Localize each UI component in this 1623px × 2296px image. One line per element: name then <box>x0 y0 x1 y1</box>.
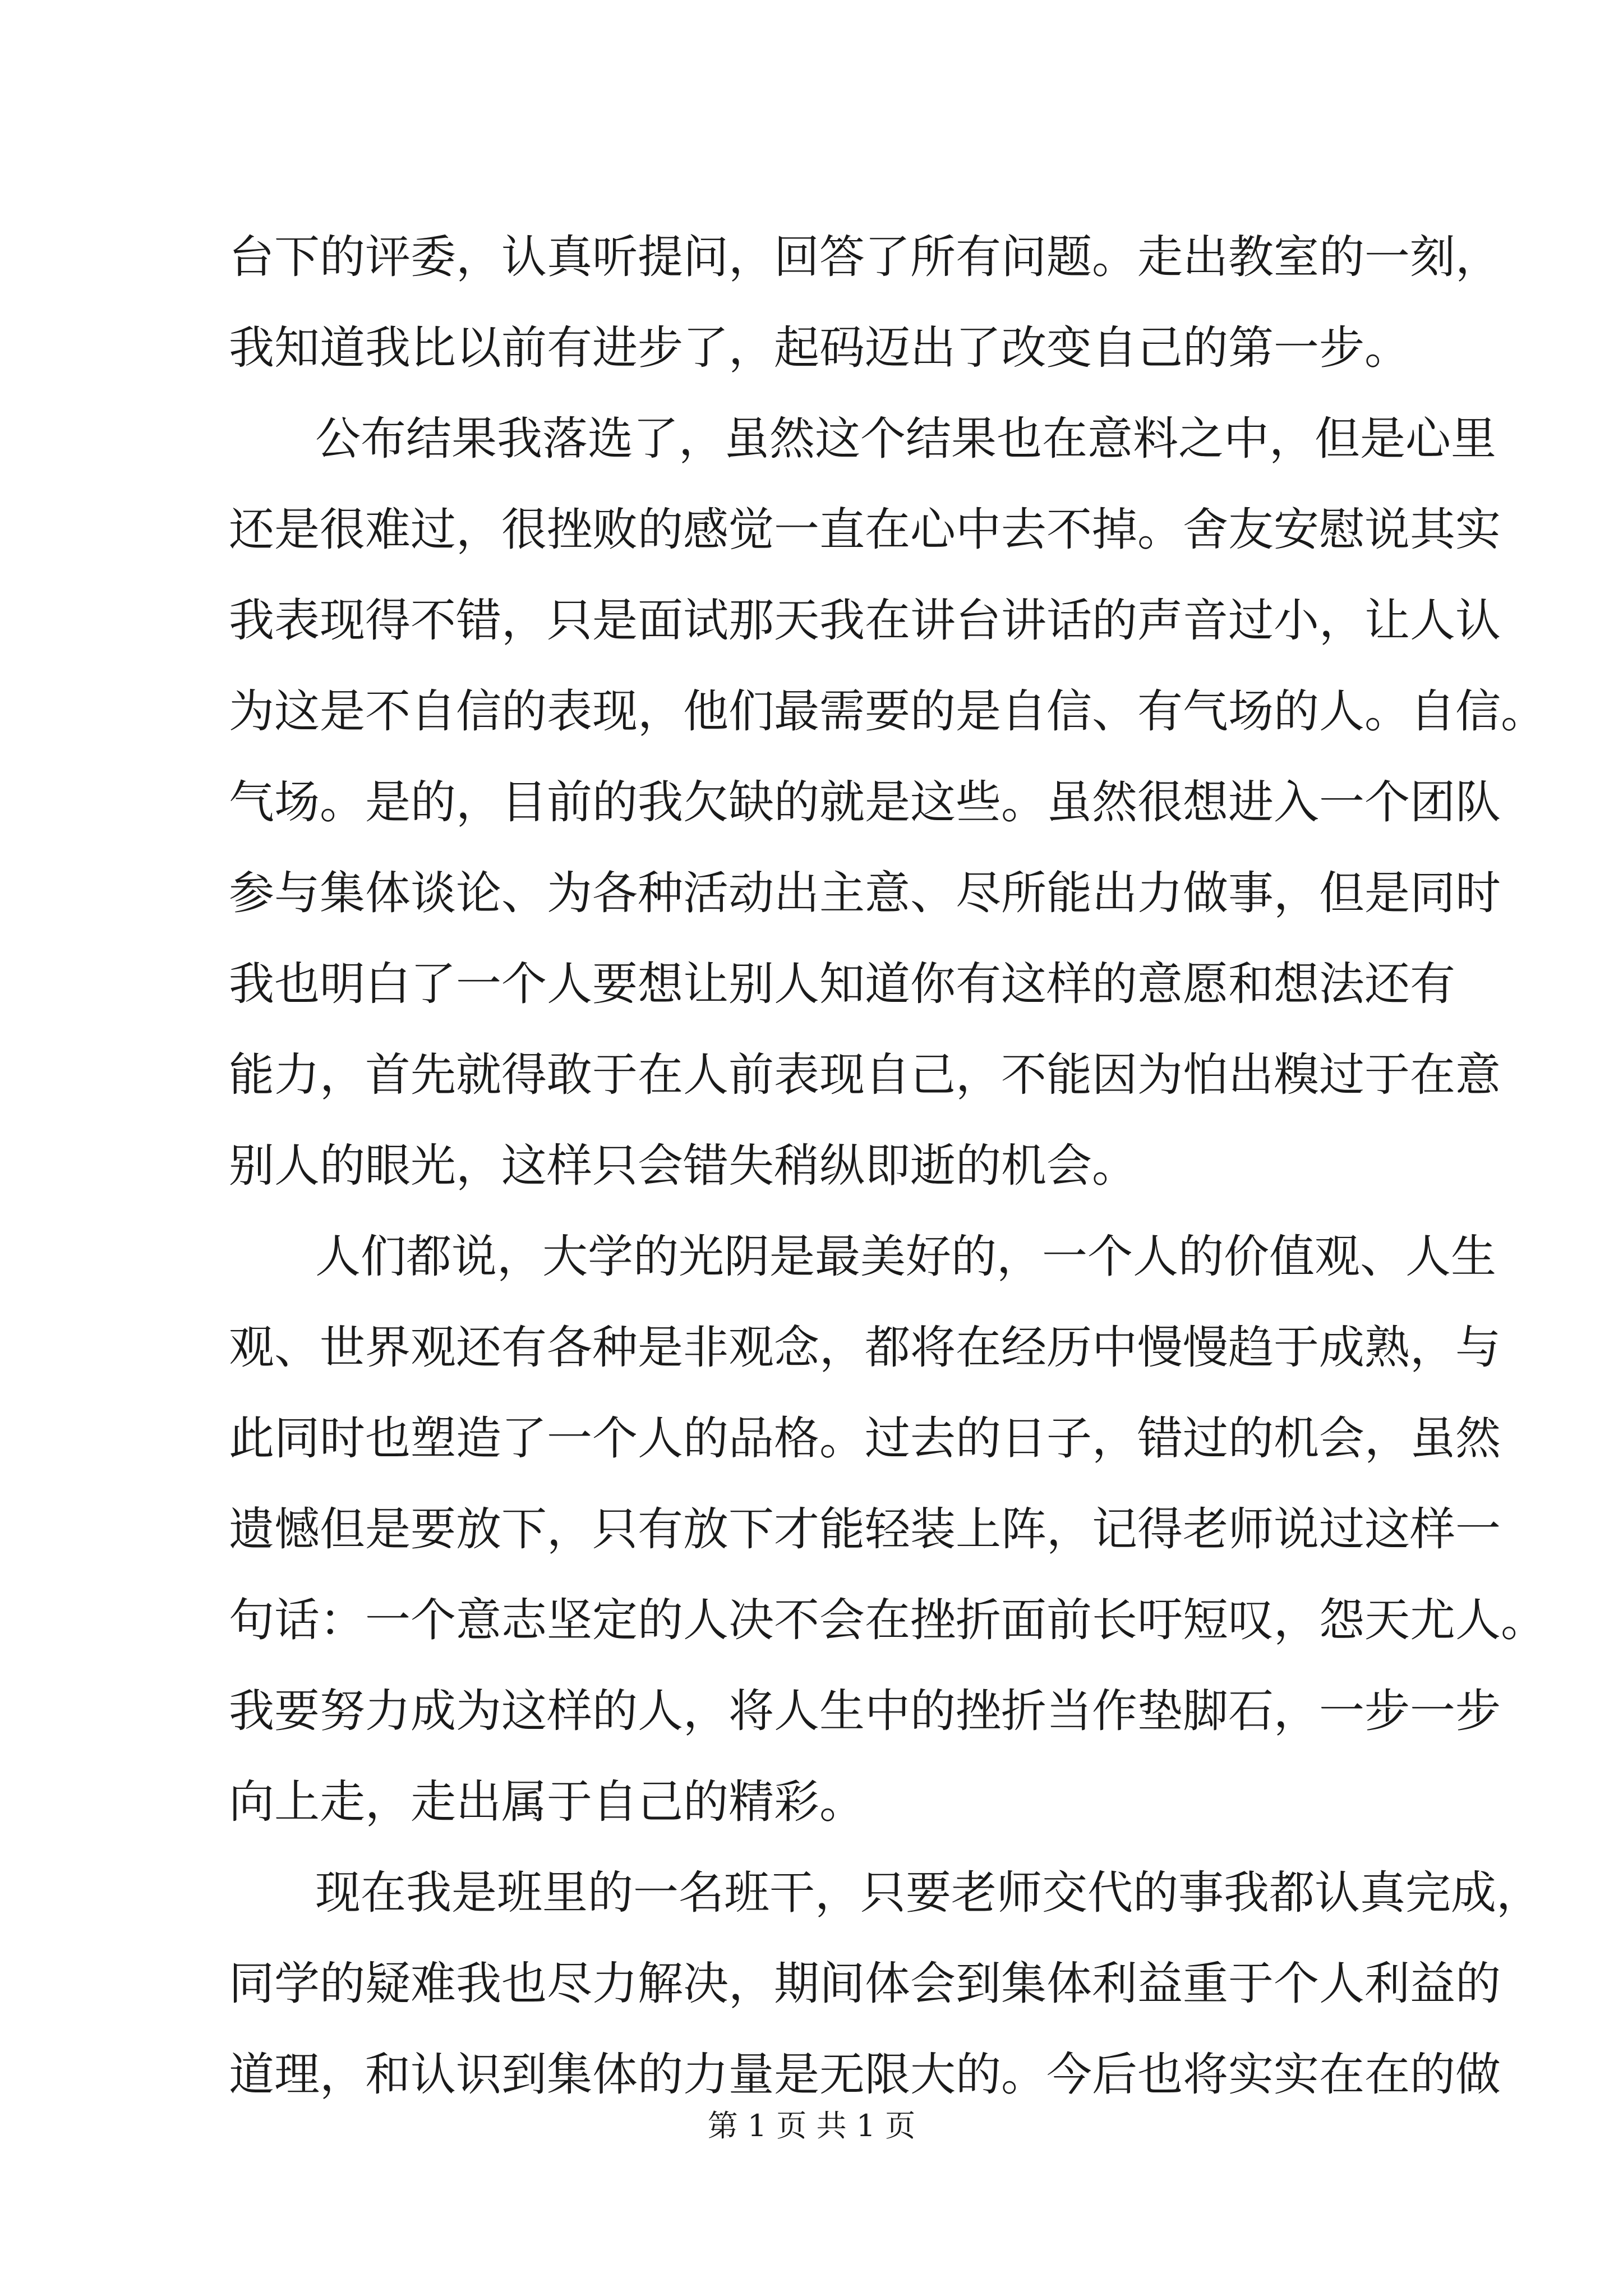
text-line: 我也明白了一个人要想让别人知道你有这样的意愿和想法还有 <box>229 958 1456 1011</box>
document-body <box>229 212 1547 2120</box>
text-line: 我知道我比以前有进步了，起码迈出了改变自己的第一步。 <box>229 322 1410 375</box>
text-line: 台下的评委，认真听提问，回答了所有问题。走出教室的一刻， <box>229 231 1501 284</box>
text-line: 观、世界观还有各种是非观念，都将在经历中慢慢趋于成熟，与 <box>229 1322 1501 1374</box>
text-line: 气场。是的，目前的我欠缺的就是这些。虽然很想进入一个团队 <box>229 776 1501 829</box>
text-line: 参与集体谈论、为各种活动出主意、尽所能出力做事，但是同时 <box>229 867 1501 920</box>
text-line: 为这是不自信的表现，他们最需要的是自信、有气场的人。自信。 <box>229 685 1547 738</box>
text-line: 句话：一个意志坚定的人决不会在挫折面前长吁短叹，怨天尤人。 <box>229 1594 1547 1647</box>
text-line: 公布结果我落选了，虽然这个结果也在意料之中，但是心里 <box>315 413 1497 466</box>
text-line: 还是很难过，很挫败的感觉一直在心中去不掉。舍友安慰说其实 <box>229 504 1501 556</box>
page-number-footer: 第 1 页 共 1 页 <box>707 2108 916 2143</box>
text-line: 道理，和认识到集体的力量是无限大的。今后也将实实在在的做 <box>229 2049 1501 2101</box>
text-line: 人们都说，大学的光阴是最美好的，一个人的价值观、人生 <box>315 1231 1497 1283</box>
text-line: 遗憾但是要放下，只有放下才能轻装上阵，记得老师说过这样一 <box>229 1503 1501 1556</box>
text-line: 能力，首先就得敢于在人前表现自己，不能因为怕出糗过于在意 <box>229 1049 1501 1102</box>
text-line: 现在我是班里的一名班干，只要老师交代的事我都认真完成， <box>315 1867 1542 1920</box>
text-line: 别人的眼光，这样只会错失稍纵即逝的机会。 <box>229 1140 1138 1193</box>
text-line: 此同时也塑造了一个人的品格。过去的日子，错过的机会，虽然 <box>229 1412 1501 1465</box>
text-line: 我要努力成为这样的人，将人生中的挫折当作垫脚石，一步一步 <box>229 1685 1501 1738</box>
text-line: 我表现得不错，只是面试那天我在讲台讲话的声音过小，让人认 <box>229 595 1501 647</box>
text-line: 向上走，走出属于自己的精彩。 <box>229 1776 865 1829</box>
text-line: 同学的疑难我也尽力解决，期间体会到集体利益重于个人利益的 <box>229 1958 1501 2010</box>
